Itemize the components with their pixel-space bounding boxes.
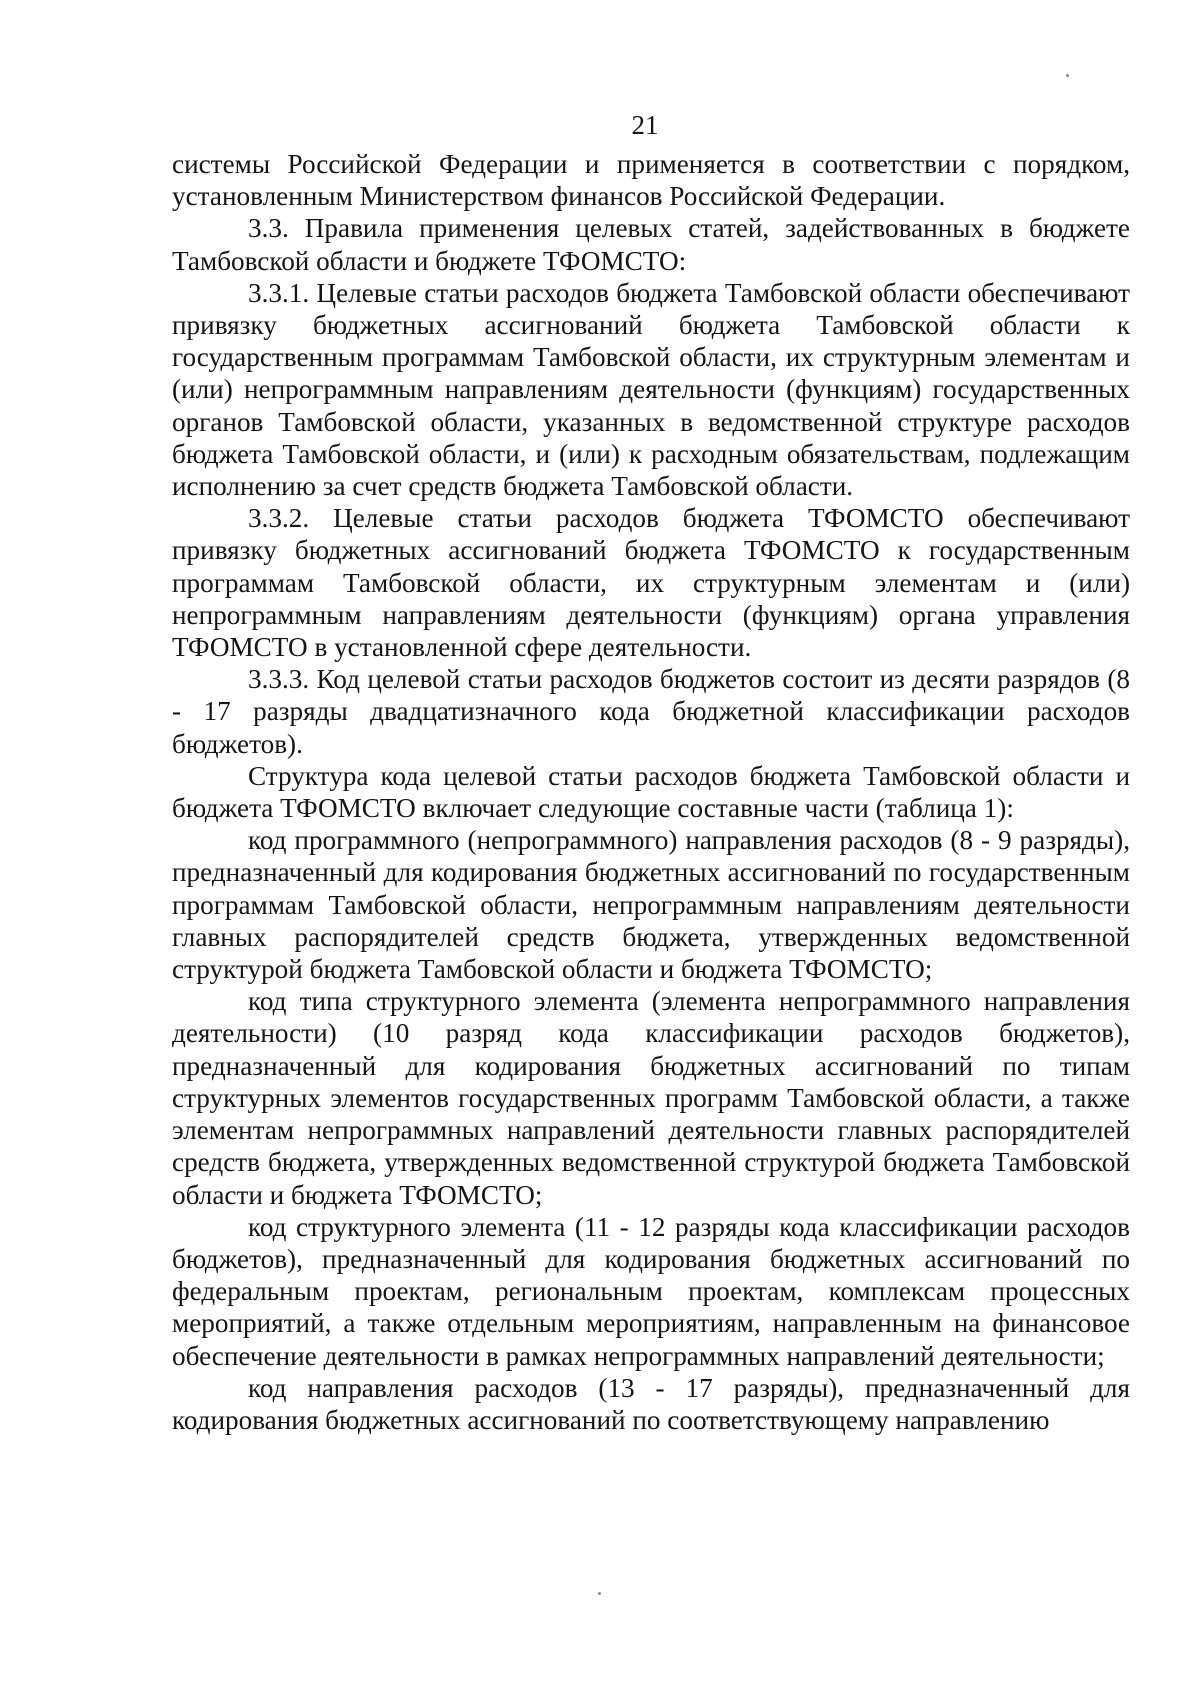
page-number: 21 (631, 110, 659, 140)
paragraph-section-3-3: 3.3. Правила применения целевых статей, задействованных в бюджете Тамбовской области и бюджете ТФОМСТО: (172, 213, 1130, 276)
paragraph-element-type-code: код типа структурного элемента (элемента непрограммного направления деятельности) (10 разряд кода классификации расходов бюджетов), предназначенный для кодирования бюджетных ассигнований по типам структурных элементов государственных программ Тамбовской области, а также элементам непрограммных направлений деятельности главных распорядителей средств бюджета, утвержденных ведомственной структурой бюджета Тамбовской области и бюджета ТФОМСТО; (172, 986, 1130, 1210)
paragraph-section-3-3-3: 3.3.3. Код целевой статьи расходов бюджетов состоит из десяти разрядов (8 - 17 разряды двадцатизначного кода бюджетной классификации расходов бюджетов). (172, 664, 1130, 759)
paragraph-section-3-3-1: 3.3.1. Целевые статьи расходов бюджета Тамбовской области обеспечивают привязку бюджетных ассигнований бюджета Тамбовской области к государственным программам Тамбовской области, их структурным элементам и (или) непрограммным направлениям деятельности (функциям) государственных органов Тамбовской области, указанных в ведомственной структуре расходов бюджета Тамбовской области, и (или) к расходным обязательствам, подлежащим исполнению за счет средств бюджета Тамбовской области. (172, 277, 1130, 502)
paragraph-code-structure: Структура кода целевой статьи расходов бюджета Тамбовской области и бюджета ТФОМСТО включает следующие составные части (таблица 1): (172, 760, 1130, 824)
paragraph-expense-direction-code: код направления расходов (13 - 17 разряды), предназначенный для кодирования бюджетных ассигнований по соответствующему направлению (172, 1372, 1130, 1435)
paragraph-section-3-3-2: 3.3.2. Целевые статьи расходов бюджета ТФОМСТО обеспечивают привязку бюджетных ассигнований бюджета ТФОМСТО к государственным программам Тамбовской области, их структурным элементам и (или) непрограммным направлениям деятельности (функциям) органа управления ТФОМСТО в установленной сфере деятельности. (172, 503, 1130, 663)
paragraph-continuation: системы Российской Федерации и применяется в соответствии с порядком, установленным Министерством финансов Российской Федерации. (172, 149, 1130, 212)
scan-speck (1066, 74, 1069, 77)
document-body (172, 148, 1130, 1436)
paragraph-structural-element-code: код структурного элемента (11 - 12 разряды кода классификации расходов бюджетов), предназначенный для кодирования бюджетных ассигнований по федеральным проектам, региональным проектам, комплексам процессных мероприятий, а также отдельным мероприятиям, направленным на финансовое обеспечение деятельности в рамках непрограммных направлений деятельности; (172, 1211, 1130, 1371)
scan-speck (598, 1592, 601, 1595)
paragraph-program-code: код программного (непрограммного) направления расходов (8 - 9 разряды), предназначенный для кодирования бюджетных ассигнований по государственным программам Тамбовской области, непрограммным направлениям деятельности главных распорядителей средств бюджета, утвержденных ведомственной структурой бюджета Тамбовской области и бюджета ТФОМСТО; (172, 825, 1130, 985)
